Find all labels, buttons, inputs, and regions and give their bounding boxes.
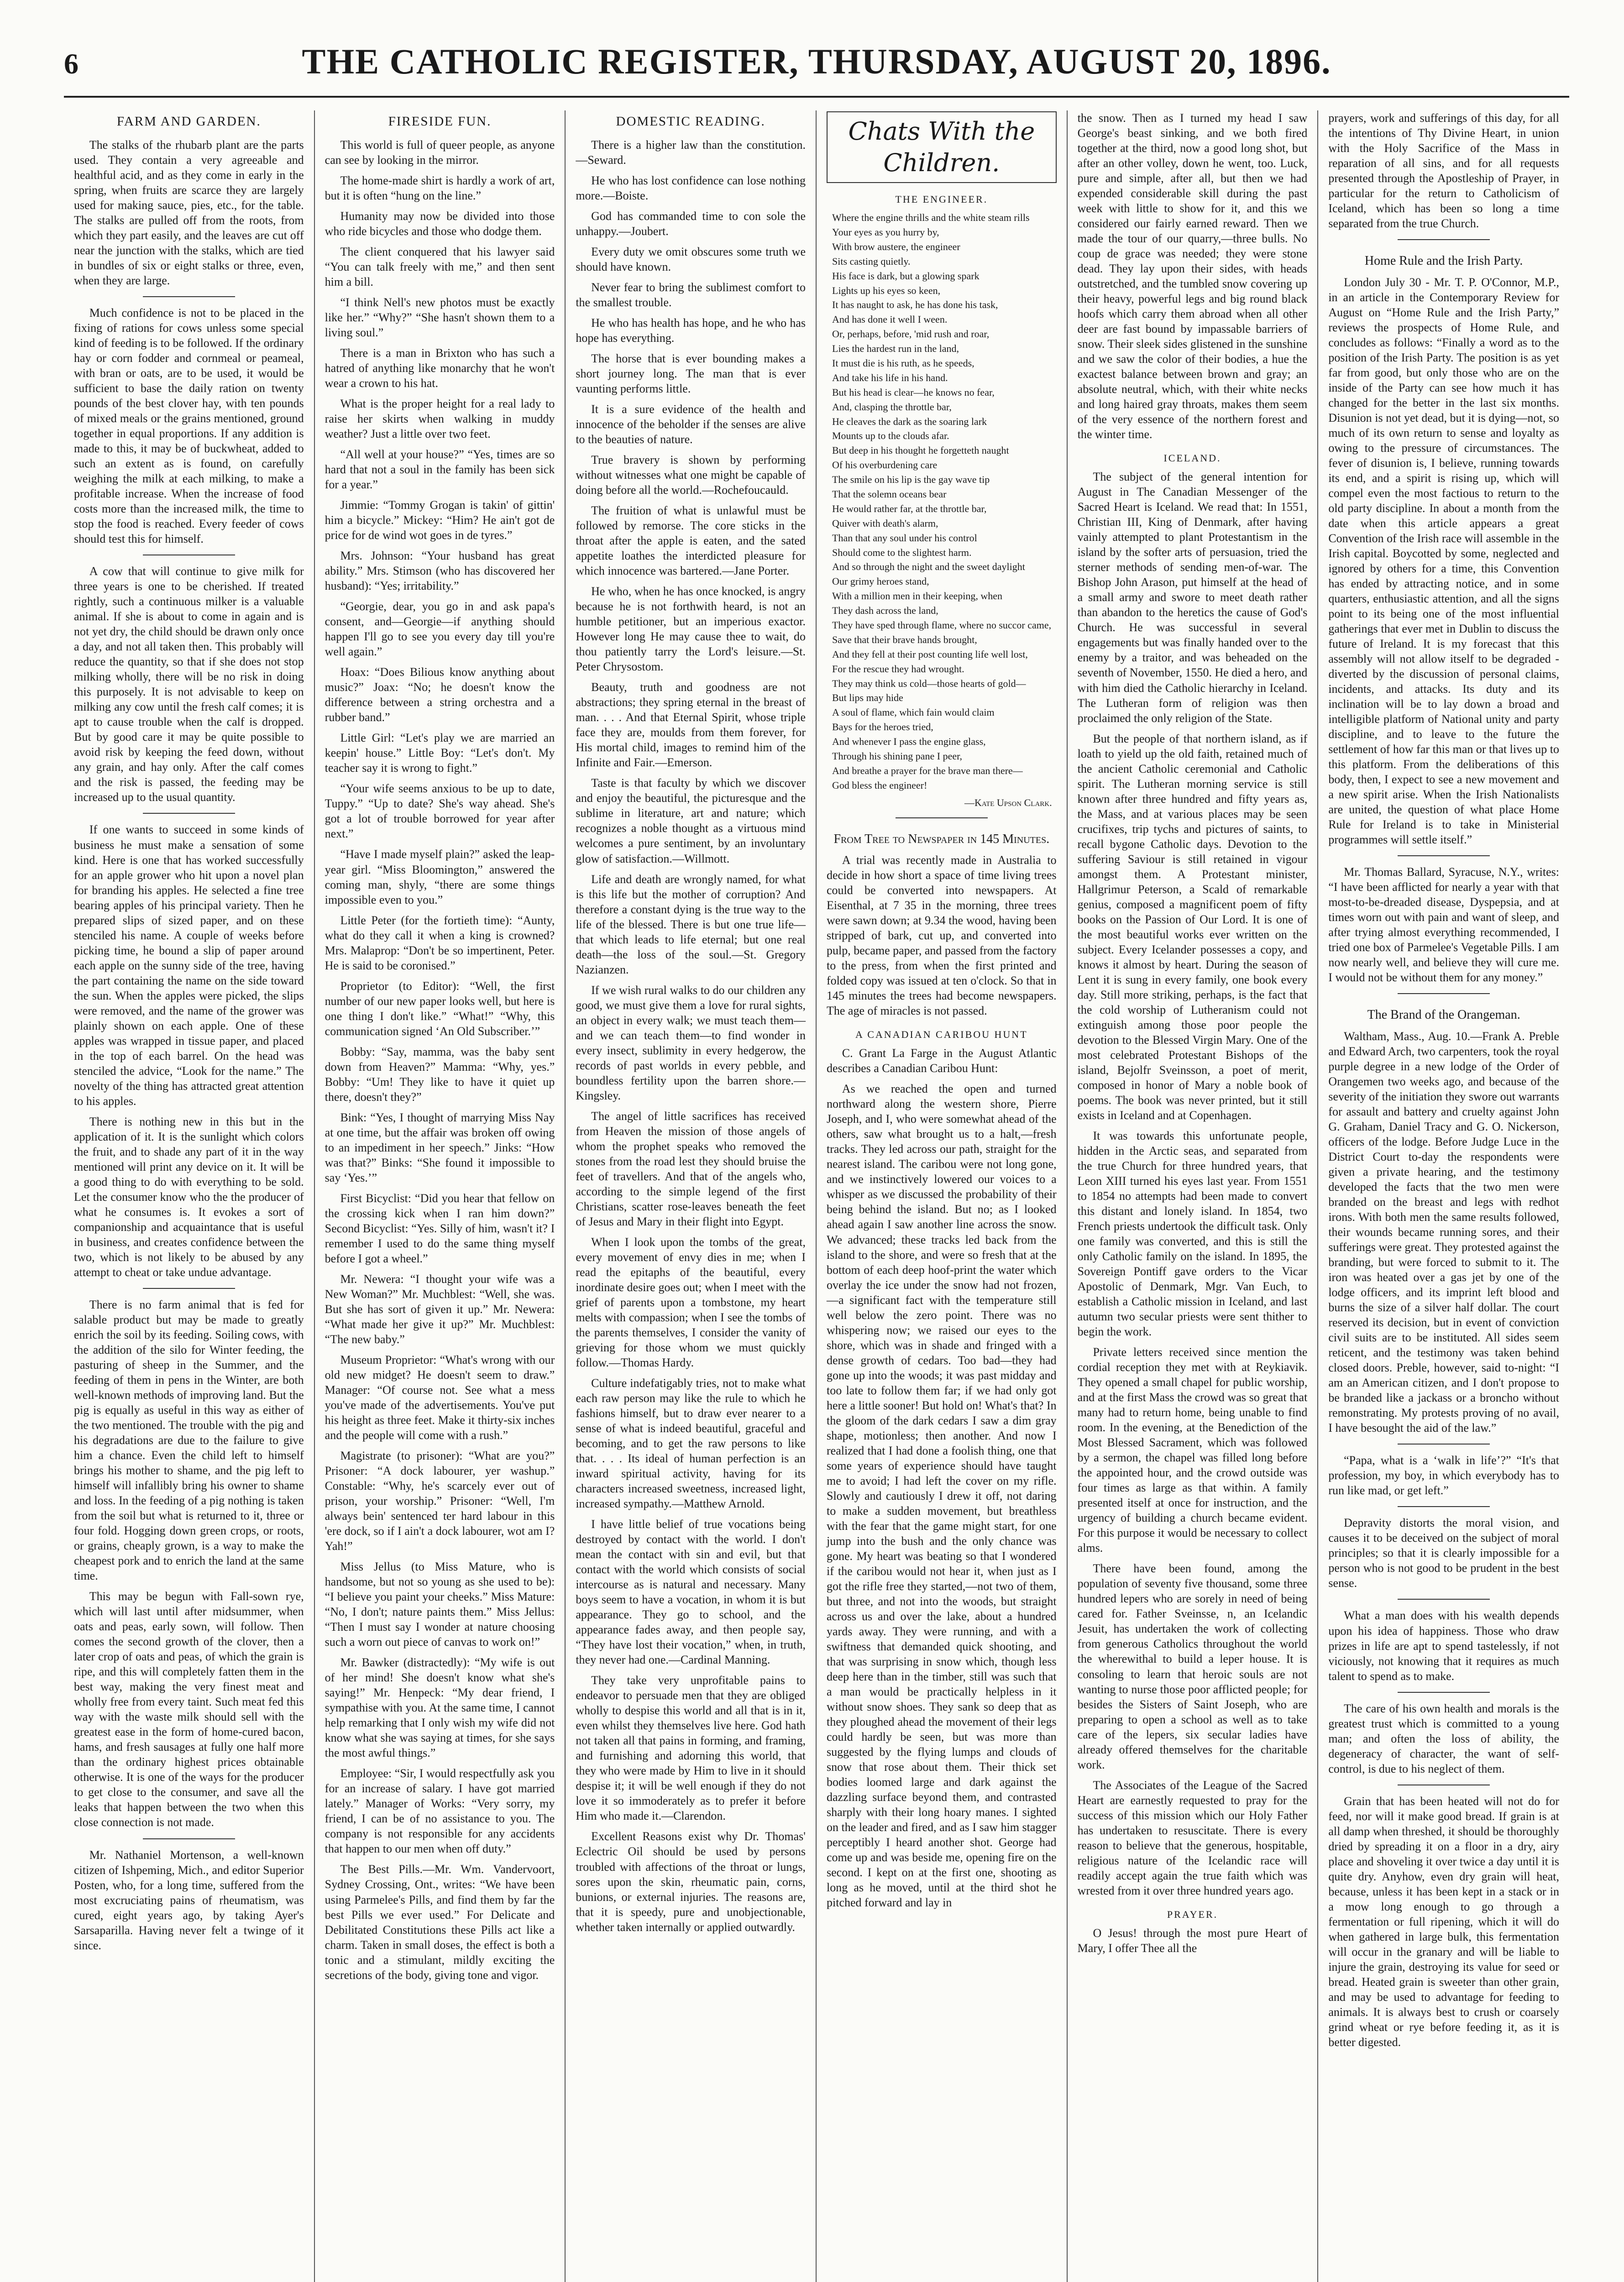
joke-item: The client conquered that his lawyer said “You can talk freely with me,” and then sent him a bill. [325,245,555,288]
poem-line: The smile on his lip is the gay wave tip [832,474,990,486]
divider [1398,1444,1490,1445]
paragraph: What a man does with his wealth depends upon his idea of happiness. Those who draw prizes in life are apt to spend tastelessly, if not viciously, not knowing that it requires as much talent to spend as to make. [1328,1609,1559,1683]
quote-item: He who has health has hope, and he who has hope has everything. [576,316,806,345]
joke-item: “Georgie, dear, you go in and ask papa's consent, and—Georgie—if anything should happen I'll go to see you every day till you're well again.” [325,600,555,659]
joke-item: “Your wife seems anxious to be up to date, Tuppy.” “Up to date? She's way ahead. She's got a lot of trouble borrowed for year after next.” [325,782,555,841]
poem-line: Our grimy heroes stand, [832,576,929,587]
poem-line: Or, perhaps, before, 'mid rush and roar, [832,328,990,340]
poem-line: He would rather far, at the throttle bar, [832,502,987,514]
joke-item: Magistrate (to prisoner): “What are you?” Prisoner: “A dock labourer, yer washup.” Constable: “Why, he's scarcely ever out of prison, your worship.” Prisoner: “Well, I'm always bein' sentenced ter hard labour in this 'ere dock, so if I ain't a dock labourer, wot am I? Yah!” [325,1449,555,1553]
joke-item: There is a man in Brixton who has such a hatred of anything like monarchy that he won't wear a crown to his hat. [325,346,555,390]
poem-line: Save that their brave hands brought, [832,633,977,645]
poem-line: Where the engine thrills and the white steam rills [832,212,1030,224]
poem-line: But his head is clear—he knows no fear, [832,386,995,398]
paragraph: The care of his own health and morals is the greatest trust which is committed to a young man; and often the loss of ability, the degeneracy of character, the want of self-control, is due to his neglect of them. [1328,1701,1559,1775]
divider [143,296,235,297]
poem-line: They have sped through flame, where no succor came, [832,619,1052,631]
divider [896,817,987,818]
joke-item: Little Peter (for the fortieth time): “Aunty, what do they call it when a king is crowned? Mrs. Malaprop: “Don't be so impertinent, Peter. He is said to be coronised.” [325,913,555,972]
paragraph: A cow that will continue to give milk for three years is one to be cherished. If treated rightly, such a continuous milker is a valuable animal. If she is about to come in again and is not yet dry, the child should be drawn only once a day, and not all taken then. This probably will reduce the quantity, so that if she does not stop milking wholly, there will be no risk in doing this purposely. It is not advisable to keep on milking any cow until the fresh calf comes; it is apt to cause trouble when the calf is dropped. But by good care it may be quite possible to avoid risk by keeping the feed down, without any grain, and hay only. After the calf comes and the risk is passed, the feeding may be increased up to the usual quantity. [74,565,304,804]
section-heading: FARM AND GARDEN. [116,114,261,129]
joke-item: “Have I made myself plain?” asked the leap-year girl. “Miss Bloomington,” answered the coming man, shyly, “there are some things impossible even to you.” [325,848,555,906]
poem-line: Lies the hardest run in the land, [832,343,959,355]
paragraph: Private letters received since mention the cordial reception they met with at Reykiavik. They opened a small chapel for public worship, and at the first Mass the crowd was so great that many had to return home, being unable to find room. In the evening, at the Benediction of the Most Blessed Sacrament, which was followed by a sermon, the chapel was filled long before the appointed hour, and the crowd outside was four times as large as that within. A family presented itself at once for instruction, and the urgency of building a church became evident. For this purpose it would be necessary to collect alms. [1077,1345,1308,1555]
poem-line: Of his overburdening care [832,459,938,471]
poem-line: And take his life in his hand. [832,372,948,383]
quote-item: Taste is that faculty by which we discover and enjoy the beautiful, the picturesque and the sublime in literature, art and nature; which recognizes a noble thought as a virtuous mind welcomes a pure sentiment, by an involuntary glow of satisfaction.—Willmott. [576,776,806,865]
paragraph: If one wants to succeed in some kinds of business he must make a sensation of some kind. Here is one that has worked successfully for an apple grower who hit upon a novel plan for branding his apples. He selected a fine tree bearing apples of his principal variety. Then he prepared slips of sized paper, and on these stenciled his name. A couple of weeks before picking time, he bound a slip of paper around each apple on the sunny side of the tree, having the part containing the name on the side toward the sun. When the apples were picked, the slips were removed, and the name of the grower was plainly shown on each apple. One of these apples was wrapped in tissue paper, and placed in the top of each barrel. On the head was stenciled the advice, “Look for the name.” The novelty of the thing has attracted great attention to his apples. [74,823,304,1108]
paragraph: The Associates of the League of the Sacred Heart are earnestly requested to pray for the success of this mission which our Holy Father has undertaken to resuscitate. There is every reason to believe that the generous, hospitable, religious nature of the Icelandic race will readily accept again the true faith which was wrested from it over three hundred years ago. [1077,1778,1308,1897]
paragraph: There is nothing new in this but in the application of it. It is the sunlight which colors the fruit, and to shade any part of it in the way mentioned will print any device on it. It will be a good thing to do with everything to be sold. Let the consumer know who the the producer of what he consumes is. It evokes a sort of companionship and acquaintance that is useful in business, and creates confidence between the two, which is not likely to be abused by any attempt to cheat or take undue advantage. [74,1115,304,1279]
divider [1398,239,1490,240]
advertisement: Mr. Thomas Ballard, Syracuse, N.Y., writes: “I have been afflicted for nearly a year with that most-to-be-dreaded disease, Dyspepsia, and at times worn out with pain and want of sleep, and after trying almost everything recommended, I tried one box of Parmelee's Vegetable Pills. I am now nearly well, and believe they will cure me. I would not be without them for any money.” [1328,865,1559,984]
column-iceland [1068,110,1319,2282]
paragraph: It was towards this unfortunate people, hidden in the Arctic seas, and separated from the true Church for three hundred years, that Leon XIII turned his eyes last year. From 1551 to 1854 no attempts had been made to convert this distant and lonely island. In 1854, two French priests undertook the difficult task. Only one family was converted, and this is still the only Catholic family on the island. In 1895, the Sovereign Pontiff gave orders to the Vicar Apostolic of Denmark, Mgr. Van Euch, to establish a Catholic mission in Iceland, and last autumn two secular priests were sent thither to begin the work. [1077,1129,1308,1339]
paragraph: As we reached the open and turned northward along the western shore, Pierre Joseph, and I, who were somewhat ahead of the others, saw what brought us to a halt,—fresh tracks. They led across our path, straight for the nearest island. The caribou were not long gone, and we instinctively lowered our voices to a whisper as we discussed the probability of their being behind the island. But no; as I looked ahead again I saw another line across the snow. We advanced; these tracks led back from the island to the shore, and were so fresh that at the bottom of each deep hoof-print the water which overlay the ice under the snow had not frozen,—a significant fact with the temperature still well below the zero point. There was no whispering now; we raised our eyes to the shore, which was in shade and fringed with a dense growth of cedars. Too bad—they had gone up into the woods; it was past midday and too late to follow them far; if we had only got here a little sooner! But hold on! What's that? In the gloom of the dark cedars I saw a dim gray shape, motionless; then another. And now I realized that I had done a foolish thing, one that some years of experience should have taught me to avoid; I had left the cover on my rifle. Slowly and cautiously I drew it off, not daring to make a sudden movement, but breathless with the fear that the game might start, for one jump into the bush and the only chance was gone. My heart was beating so that I wondered if the caribou would not hear it, when just as I got the rifle free they started,—not two of them, but three, and not into the woods, but straight across us and over the lake, about a hundred yards away. They were running, and with a swiftness that demanded quick shooting, and that was surprising in snow which, though less deep here than in the timber, still was such that a man would be practically helpless in it without snow shoes. They sank so deep that as they ploughed ahead the movement of their legs could hardly be seen, but was more than suggested by the flying lumps and clouds of snow that rose about them. Their thick set bodies loomed large and dark against the dazzling surface beyond them, and contrasted sharply with their long hoary manes. I sighted on the leader and fired, and as I saw him stagger perceptibly I heard another shot. George had come up and was beside me, opening fire on the second. I kept on at the first one, shooting as long as he moved, until at the third shot he pitched forward and lay in [827,1082,1057,1910]
divider [1398,855,1490,856]
joke-item: Mr. Bawker (distractedly): “My wife is out of her mind! She doesn't know what she's saying!” Mr. Henpeck: “My dear friend, I sympathise with you. At the same time, I cannot help remarking that I only wish my wife did not know what she was saying at times, for she says the most awful things.” [325,1656,555,1760]
quote-item: The angel of little sacrifices has received from Heaven the mission of those angels of whom the prophet speaks who removed the stones from the road lest they should bruise the feet of travellers. And that of the angels who, according to the simple legend of the first Christians, scatter rose-leaves beneath the feet of Jesus and Mary in their flight into Egypt. [576,1109,806,1228]
paragraph: There is no farm animal that is fed for salable product but may be made to greatly enrich the soil by its feeding. Soiling cows, with the addition of the silo for Winter feeding, the pasturing of sheep in the Summer, and the feeding of them in pens in the Winter, are both well-known methods of improving land. But the pig is equally as useful in this way as either of the two mentioned. The trouble with the pig and his degradations are due to the failure to give him a chance. Even the child left to himself brings his mother to shame, and the pig left to himself will infallibly bring his owner to shame and loss. In the feeding of a pig nothing is taken from the soil but what is returned to it, three or four fold. Hogging down green crops, or roots, or grains, cheaply grown, is a way to make the cheapest pork and to enrich the land at the same time. [74,1298,304,1583]
paragraph: London July 30 - Mr. T. P. O'Connor, M.P., in an article in the Contemporary Review for August on “Home Rule and the Irish Party,” reviews the prospects of Home Rule, and concludes as follows: “Finally a word as to the position of the Irish Party. The position is as yet far from good, but only those who are on the inside of the Party can see how much it has changed for the better in the last six months. Disunion is not yet dead, but it is dying—not, so much of its own return to sense and loyalty as owing to the pressure of circumstances. The fever of disunion is, I believe, running towards its end, and a spirit is rising up, which will compel even the most factious to return to the old party discipline. In about a month from the date when this article appears a great Convention of the Irish race will assemble in the Irish capital. Boycotted by some, neglected and ignored by others for a time, this Convention has ended by attracting notice, and in some quarters, enthusiastic attention, and all the signs point to its being one of the most influential gatherings that ever met in Dublin to discuss the future of Ireland. It is my forecast that this assembly will not allow itself to be degraded - diverted by the discussion of personal claims, incidents, and attacks. Its duty and its inclination will be to lay down a broad and intelligible platform of National unity and party discipline, and to leave to the future the settlement of how far this man or that lives up to this platform. From the deliberations of this body, then, I expect to see a new movement and a new spirit arise. When the Irish Nationalists are united, the question of what place Home Rule for Ireland is to take in Ministerial programmes will settle itself.” [1328,275,1559,847]
poem-line: Lights up his eyes so keen, [832,284,941,296]
joke-item: The Best Pills.—Mr. Wm. Vandervoort, Sydney Crossing, Ont., writes: “We have been using Parmelee's Pills, and find them by far the best Pills we ever used.” For Delicate and Debilitated Constitutions these Pills act like a charm. Taken in small doses, the effect is both a tonic and a stimulant, mildly exciting the secretions of the body, giving tone and vigor. [325,1863,555,1982]
poem-line: Through his shining pane I peer, [832,750,963,762]
poem-line: He cleaves the dark as the soaring lark [832,415,987,427]
section-heading: DOMESTIC READING. [616,114,765,129]
poem-line: And, clasping the throttle bar, [832,401,952,413]
column-fireside-fun [315,110,566,2282]
joke-item: Museum Proprietor: “What's wrong with our old new midget? He doesn't seem to draw.” Manager: “Of course not. See what a mess you've made of the advertisements. You've put his height as three feet. Make it thirty-six inches and the people will come with a rush.” [325,1353,555,1442]
poem-author: —Kate Upson Clark. [964,796,1052,808]
poem-line: It must die is his ruth, as he speeds, [832,357,974,369]
paragraph: “Papa, what is a ‘walk in life’?” “It's that profession, my boy, in which everybody has to run like mad, or get left.” [1328,1454,1559,1497]
article-title: A CANADIAN CARIBOU HUNT [855,1029,1028,1041]
divider [1398,1692,1490,1693]
newspaper-title: THE CATHOLIC REGISTER, THURSDAY, AUGUST 20, 1896. [302,42,1331,81]
paragraph: Grain that has been heated will not do for feed, nor will it make good bread. If grain is at all damp when threshed, it should be thoroughly dried by spreading it on a floor in a dry, airy place and shoveling it over twice a day until it is quite dry. Anyhow, even dry grain will heat, because, unless it has been kept in a stack or in a mow long enough to go through a fermentation or full ripening, which it will do when gathered in large bulk, this fermentation will occur in the granary and will be liable to injure the grain, destroying its value for seed or bread. Heated grain is sweeter than other grain, and may be used to advantage for feeding to animals. It is always best to crush or coarsely grind wheat or rye before feeding it, as it is better digested. [1328,1794,1559,2049]
poem-line: And breathe a prayer for the brave man there— [832,764,1023,776]
quote-item: They take very unprofitable pains to endeavor to persuade men that they are obliged wholly to despise this world and all that is in it, even whilst they themselves live here. God hath not taken all that pains in forming, and framing, and furnishing and adorning this world, that they who were made by Him to live in it should despise it; it will be well enough if they do not love it so immoderately as to prefer it before Him who made it.—Clarendon. [576,1674,806,1823]
joke-item: Mrs. Johnson: “Your husband has great ability.” Mrs. Stimson (who has discovered her husband): “Yes; irritability.” [325,549,555,593]
article-title: Home Rule and the Irish Party. [1364,254,1523,268]
poem-line: Should come to the slightest harm. [832,546,972,558]
poem-line: With a million men in their keeping, when [832,590,1003,602]
joke-item: This world is full of queer people, as anyone can see by looking in the mirror. [325,138,555,167]
joke-item: Mr. Newera: “I thought your wife was a New Woman?” Mr. Muchblest: “Well, she was. But she has sort of given it up.” Mr. Newera: “What made her give it up?” Mr. Muchblest: “The new baby.” [325,1272,555,1346]
divider [143,813,235,814]
divider [1398,1506,1490,1507]
quote-item: The fruition of what is unlawful must be followed by remorse. The core sticks in the throat after the apple is eaten, and the sated appetite loathes the interdicted pleasure for which innocence was bartered.—Jane Porter. [576,504,806,578]
poem-line: And has done it well I ween. [832,314,948,325]
poem-line: They may think us cold—those hearts of gold— [832,677,1026,689]
poem-line: That the solemn oceans bear [832,488,947,500]
sub-heading: ICELAND. [1163,452,1221,464]
poem-line: Quiver with death's alarm, [832,517,938,529]
poem-line: For the rescue they had wrought. [832,663,964,675]
poem-line: Your eyes as you hurry by, [832,226,939,238]
poem-line: But lips may hide [832,692,903,704]
quote-item: I have little belief of true vocations being destroyed by contact with the world. I don't mean the contact with sin and evil, but that contact with the world which consists of social intercourse as is natural and necessary. Many boys seem to have a vocation, in whom it is but appearance. They go to school, and the appearance fades away, and then people say, “They have lost their vocation,” when, in truth, they never had one.—Cardinal Manning. [576,1518,806,1667]
sub-heading: PRAYER. [1167,1908,1218,1920]
quote-item: The horse that is ever bounding makes a short journey long. The man that is ever vaunting performs little. [576,352,806,396]
article-title: From Tree to Newspaper in 145 Minutes. [833,832,1050,846]
joke-item: Little Girl: “Let's play we are married an keepin' house.” Little Boy: “Let's don't. My teacher say it is wrong to fight.” [325,731,555,775]
quote-item: Culture indefatigably tries, not to make what each raw person may like the rule to which he fashions himself, but to draw ever nearer to a sense of what is indeed beautiful, graceful and becoming, and to get the raw persons to like that. . . . Its ideal of human perfection is an inward spiritual activity, having for its characters increased sweetness, increased light, increased sympathy.—Matthew Arnold. [576,1377,806,1511]
quote-item: Beauty, truth and goodness are not abstractions; they spring eternal in the breast of man. . . . And that Eternal Spirit, whose triple face they are, moulds from them forever, for His mortal child, images to remind him of the Infinite and Fair.—Emerson. [576,680,806,769]
quote-item: He who, when he has once knocked, is angry because he is not forthwith heard, is not an humble petitioner, but an imperious exactor. However long He may cause thee to wait, do thou patiently tarry the Lord's leisure.—St. Peter Chrysostom. [576,585,806,674]
column-chats-with-children [817,110,1068,2282]
poem-line: With brow austere, the engineer [832,241,960,252]
poem-line: Sits casting quietly. [832,255,911,267]
section-heading: Chats With the Children. [827,111,1057,183]
quote-item: There is a higher law than the constitution.—Seward. [576,138,806,167]
joke-item: The home-made shirt is hardly a work of art, but it is often “hung on the line.” [325,173,555,202]
quote-item: God has commanded time to con sole the unhappy.—Joubert. [576,209,806,238]
poem-line: Bays for the heroes tried, [832,721,933,733]
poem-line: Than that any soul under his control [832,532,977,544]
joke-item: Hoax: “Does Bilious know anything about music?” Joax: “No; he doesn't know the difference between a string orchestra and a rubber band.” [325,665,555,724]
advertisement: Mr. Nathaniel Mortenson, a well-known citizen of Ishpeming, Mich., and editor Superior Posten, who, for a long time, suffered from the most excruciating pains of rheumatism, was cured, eight years ago, by taking Ayer's Sarsaparilla. Having never felt a twinge of it since. [74,1848,304,1952]
paragraph: prayers, work and sufferings of this day, for all the intentions of Thy Divine Heart, in union with the Holy Sacrifice of the Mass in reparation of all sins, and for all requests presented through the Apostleship of Prayer, in particular for the return to Catholicism of Iceland, which has been so long a time separated from the true Church. [1328,111,1559,230]
joke-item: “All well at your house?” “Yes, times are so hard that not a soul in the family has been sick for a year.” [325,448,555,492]
paragraph: the snow. Then as I turned my head I saw George's beast sinking, and we both fired together at the third, now a good long shot, but after an other volley, down he went, too. Luck, pure and simple, after all, but then we had expended considerable skill during the past week with little to show for it, and this we considered our fairly earned reward. Then we made the tour of our quarry,—three bulls. No coup de grace was needed; they were stone dead. They lay upon their sides, with heads outstretched, and the tumbled snow covering up their heavy, powerful legs and big round black hoofs which carry them abroad when all other deer are fast bound by impassable barriers of snow. Their sleek sides glistened in the sunshine and we saw the color of their bodies, a hue the exactest balance between brown and gray; an absolute neutral, which, with their white necks and long haired gray throats, makes them seem of the very essence of the northern forest and the winter time. [1077,111,1308,441]
column-farm-and-garden [64,110,315,2282]
joke-item: “I think Nell's new photos must be exactly like her.” “Why?” “She hasn't shown them to a living soul.” [325,295,555,339]
quote-item: It is a sure evidence of the health and innocence of the beholder if the senses are alive to the beauties of nature. [576,403,806,446]
quote-item: Every duty we omit obscures some truth we should have known. [576,245,806,273]
joke-item: Employee: “Sir, I would respectfully ask you for an increase of salary. I have got married lately.” Manager of Works: “Very sorry, my friend, I can be of no assistance to you. The company is not responsible for any accidents that happen to our men when off duty.” [325,1767,555,1856]
paragraph: A trial was recently made in Australia to decide in how short a space of time living trees could be converted into newspapers. At Eisenthal, at 7 35 in the morning, three trees were sawn down; at 9.34 the wood, having been stripped of bark, cut up, and converted into pulp, became paper, and passed from the factory to the press, from when the first printed and folded copy was issued at ten o'clock. So that in 145 minutes the trees had become newspapers. The age of miracles is not passed. [827,853,1057,1018]
paragraph: The subject of the general intention for August in The Canadian Messenger of the Sacred Heart is Iceland. We read that: In 1551, Christian III, King of Denmark, after having vainly attempted to plant Protestantism in the island by the softer arts of persuasion, tried the sterner methods of sending men-of-war. The Bishop John Arason, put himself at the head of a small army and swore to meet death rather than abandon to the heretics the cause of God's Church. He was successful in several engagements but was finally handed over to the enemy by a traitor, and was beheaded on the seventh of November, 1550. He died a hero, and with him died the Catholic hierarchy in Iceland. The Lutheran form of religion was then proclaimed the only religion of the State. [1077,470,1308,725]
masthead [64,41,1569,98]
poem-line: Mounts up to the clouds afar. [832,430,949,442]
joke-item: Proprietor (to Editor): “Well, the first number of our new paper looks well, but here is one thing I don't like.” “What!” “Why, this communication signed ‘An Old Subscriber.’” [325,979,555,1038]
divider [143,1288,235,1289]
joke-list [325,137,555,1983]
paragraph: There have been found, among the population of seventy five thousand, some three hundred lepers who are sorely in need of being cared for. Father Sveinsse, n, an Icelandic Jesuit, has undertaken the work of collecting from generous Catholics throughout the world the wherewithal to build a leper house. It is consoling to learn that heroic souls are not wanting to nurse those poor afflicted people; for besides the Sisters of Saint Joseph, who are preparing to open a school as well as to take care of the lepers, six secular ladies have already offered themselves for the charitable work. [1077,1562,1308,1771]
paragraph: The stalks of the rhubarb plant are the parts used. They contain a very agreeable and healthful acid, and as they come in early in the spring, when fruits are scarce they are largely used for making sauce, pies, etc., for the table. The stalks are pulled off from the roots, from which they part easily, and the leaves are cut off near the junction with the stalks, which are tied in bundles of six or eight stalks or three, even, when they are large. [74,138,304,287]
columns [64,110,1569,2282]
divider [1398,1599,1490,1600]
farm-items [74,137,304,1953]
paragraph: This may be begun with Fall-sown rye, which will last until after midsummer, when oats and peas, early sown, will follow. Then comes the second growth of the clover, then a later crop of oats and peas, of which the grain is ripe, and this will completely fatten them in the best way, making the very finest meat and wholly free from every taint. Such meat fed this way with the waste milk should sell with the greatest ease in the form of home-cured bacon, hams, and fresh sausages at fully one half more than the ordinary highest prices obtainable otherwise. It is one of the ways for the producer to get close to the consumer, and save all the leaks that happen between the two when this close connection is not made. [74,1590,304,1829]
quote-item: He who has lost confidence can lose nothing more.—Boiste. [576,173,806,202]
quote-list [576,137,806,1935]
paragraph: But the people of that northern island, as if loath to yield up the old faith, retained much of the ancient Catholic ceremonial and Catholic spirit. The Lutheran morning service is still known after three hundred and fifty years as, the Mass, and at various places may be seen crucifixes, trip tychs and pictures of saints, to recall bygone Catholic days. Devotion to the suffering Saviour is still retained in vigour amongst them. A Protestant minister, Hallgrimur Peterson, a Scald of remarkable genius, composed a magnificent poem of fifty books on the Passion of Our Lord. It is one of the most beautiful works ever written on the subject. Every Icelander possesses a copy, and knows it almost by heart. During the season of Lent it is sung in every family, one book every day. Still more striking, perhaps, is the fact that the cold worship of Lutheranism could not extinguish among those poor people the devotion to the Blessed Virgin Mary. One of the most celebrated Protestant Bishops of the island, Bejolfr Sveinsson, a poet of merit, composed in honor of Mary a noble book of poems. The book was never printed, but it still exists in Iceland and at Copenhagen. [1077,732,1308,1122]
paragraph: Waltham, Mass., Aug. 10.—Frank A. Preble and Edward Arch, two carpenters, took the royal purple degree in a new lodge of the Order of Orangemen two weeks ago, and because of the severity of the initiation they swore out warrants for assault and battery and cruelty against John G. Graham, Daniel Tracy and G. O. Nickerson, officers of the lodge. Before Judge Luce in the District Court to-day the respondents were given a private hearing, and the testimony developed the facts that the two men were branded on the breast and legs with redhot irons. With both men the same results followed, their wounds became running sores, and their sufferings were great. They protested against the branding, but were forced to submit to it. The iron was heated over a gas jet by one of the lodge officers, and its imprint left blood and burns the size of a silver half dollar. The court reserved its decision, but in event of conviction civil suits are to be instituted. All sides seem reticent, and the testimony was taken behind closed doors. Preble, however, said to-night: “I am an American citizen, and I don't propose to be branded like a jackass or a broncho without remonstrating. My protests proving of no avail, I have besought the aid of the law.” [1328,1029,1559,1435]
quote-item: Life and death are wrongly named, for what is this life but the mother of corruption? And therefore a constant dying is the true way to the life of the blessed. There is but one true life—that which leads to life eternal; but one real death—the loss of the soul.—St. Gregory Nazianzen. [576,872,806,976]
joke-item: Bobby: “Say, mamma, was the baby sent down from Heaven?” Mamma: “Why, yes.” Bobby: “Um! They like to have it quiet up there, doesn't they?” [325,1045,555,1104]
joke-item: What is the proper height for a real lady to raise her skirts when walking in muddy weather? Just a little over two feet. [325,397,555,441]
quote-item: When I look upon the tombs of the great, every movement of envy dies in me; when I read the epitaphs of the beautiful, every inordinate desire goes out; when I meet with the grief of parents upon a tombstone, my heart melts with compassion; when I see the tombs of the parents themselves, I consider the vanity of grieving for those whom we must quickly follow.—Thomas Hardy. [576,1235,806,1369]
poem [827,210,1057,793]
poem-line: And they fell at their post counting life well lost, [832,648,1028,660]
paragraph: C. Grant La Farge in the August Atlantic describes a Canadian Caribou Hunt: [827,1047,1057,1075]
poem-line: God bless the engineer! [832,779,927,791]
divider [1398,993,1490,994]
quote-item: True bravery is shown by performing without witnesses what one might be capable of doing before all the world.—Rochefoucauld. [576,453,806,497]
poem-line: And whenever I pass the engine glass, [832,736,986,748]
divider [143,1838,235,1839]
joke-item: Jimmie: “Tommy Grogan is takin' of gittin' him a bicycle.” Mickey: “Him? He ain't got de price for de wind wot goes in de tyres.” [325,498,555,542]
joke-item: Humanity may now be divided into those who ride bicycles and those who dodge them. [325,209,555,238]
page-number: 6 [64,47,79,80]
poem-title: THE ENGINEER. [895,194,988,205]
poem-line: A soul of flame, which fain would claim [832,707,995,718]
column-home-rule [1318,110,1569,2282]
poem-line: His face is dark, but a glowing spark [832,270,980,282]
joke-item: Miss Jellus (to Miss Mature, who is handsome, but not so young as she used to be): “I believe you paint your cheeks.” Miss Mature: “No, I don't; nature paints them.” Miss Jellus: “Then I must say I wonder at nature choosing such a worn out piece of canvas to work on!” [325,1560,555,1649]
article-title: The Brand of the Orangeman. [1367,1008,1520,1022]
paragraph: Depravity distorts the moral vision, and causes it to be deceived on the subject of moral principles; so that it is clearly impossible for a person who is not good to be prudent in the best sense. [1328,1516,1559,1590]
quote-item: If we wish rural walks to do our children any good, we must give them a love for rural sights, an object in every walk; we must teach them—and we can teach them—to find wonder in every insect, sublimity in every hedgerow, the records of past worlds in every pebble, and boundless fertility upon the barren shore.—Kingsley. [576,983,806,1102]
joke-item: First Bicyclist: “Did you hear that fellow on the crossing kick when I ran him down?” Second Bicyclist: “Yes. Silly of him, wasn't it? I remember I used to do the same thing myself before I got a wheel.” [325,1191,555,1265]
poem-line: They dash across the land, [832,605,938,617]
joke-item: Bink: “Yes, I thought of marrying Miss Nay at one time, but the affair was broken off owing to an impediment in her speech.” Jinks: “How was that?” Binks: “She found it impossible to say ‘Yes.’” [325,1110,555,1184]
poem-line: And so through the night and the sweet daylight [832,561,1025,573]
paragraph: Much confidence is not to be placed in the fixing of rations for cows unless some special kind of feeding is to be followed. If the ordinary hay or corn fodder and cornmeal or peameal, with bran or oats, are to be used, it would be sufficient to base the daily ration on twenty pounds of the best clover hay, with ten pounds of mixed meals or the grains mentioned, ground together in equal proportions. If any addition is made to this, it may be of buckwheat, added to such an extent as is found, on carefully weighing the milk at each milking, to make a profitable increase. When the increase of food costs more than the increased milk, the time to stop the food is reached. Every feeder of cows should test this for himself. [74,306,304,546]
poem-line: But deep in his thought he forgetteth naught [832,445,1009,456]
quote-item: Excellent Reasons exist why Dr. Thomas' Eclectric Oil should be used by persons troubled with affections of the throat or lungs, sores upon the skin, rheumatic pain, corns, bunions, or external injuries. The reasons are, that it is speedy, pure and unobjectionable, whether taken internally or applied outwardly. [576,1830,806,1934]
paragraph: O Jesus! through the most pure Heart of Mary, I offer Thee all the [1077,1926,1308,1955]
poem-line: It has naught to ask, he has done his task, [832,299,998,311]
column-domestic-reading [566,110,817,2282]
quote-item: Never fear to bring the sublimest comfort to the smallest trouble. [576,280,806,309]
section-heading: FIRESIDE FUN. [388,114,492,129]
